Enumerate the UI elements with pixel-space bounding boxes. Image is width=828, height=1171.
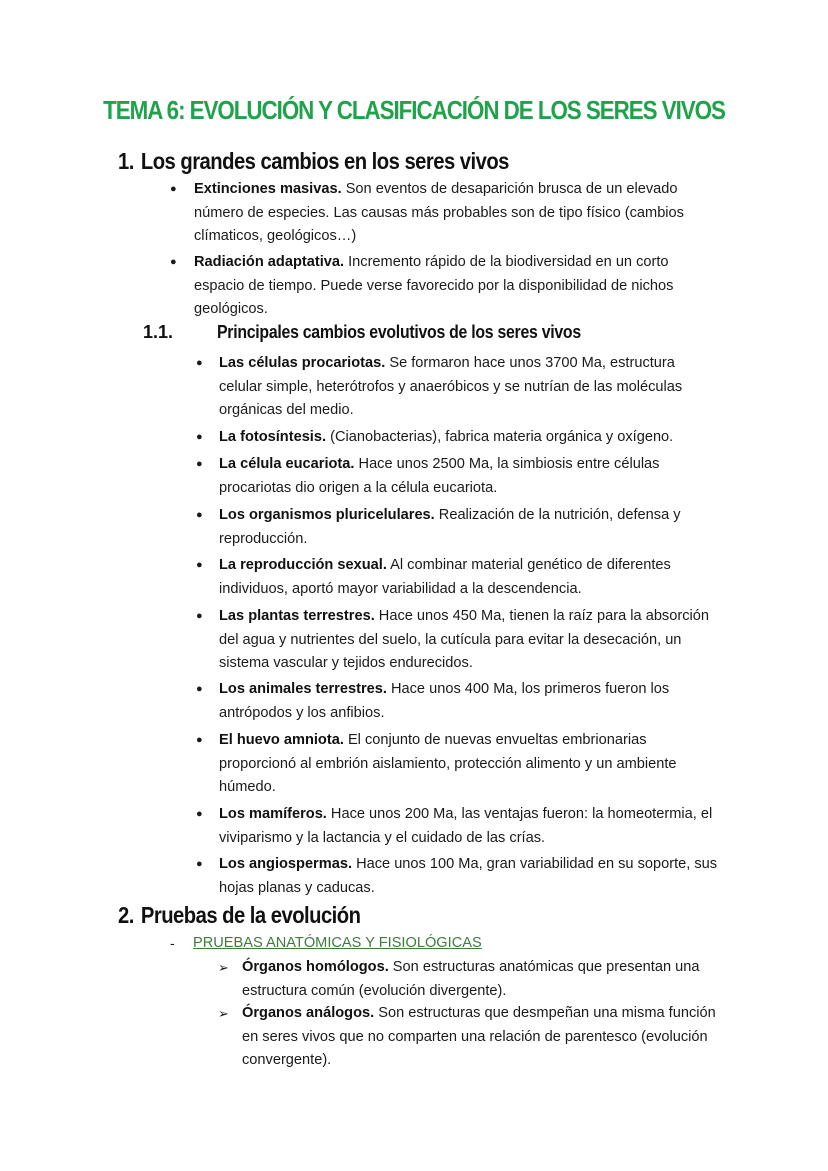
item-text: Hace unos 2500 Ma, la simbiosis entre células procariotas dio origen a la célula eucariota. [219,456,660,496]
item-term: Los angiospermas. [219,856,353,872]
bullet-icon: ● [196,357,203,369]
item-term: Los animales terrestres. [219,681,387,697]
item-text: Incremento rápido de la biodiversidad en un corto espacio de tiempo. Puede verse favorecido por la disponibilidad de nichos geológicos. [194,254,674,317]
item-text: Al combinar material genético de diferentes individuos, aportó mayor variabilidad a la descendencia. [219,557,671,597]
item-term: Las células procariotas. [219,355,386,371]
subsection-title: Principales cambios evolutivos de los seres vivos [217,322,581,342]
page-title: TEMA 6: EVOLUCIÓN Y CLASIFICACIÓN DE LOS SERES VIVOS [103,95,725,125]
item-term: El huevo amniota. [219,732,344,748]
list-item [219,729,719,800]
list-item [219,605,719,676]
item-term: Los mamíferos. [219,806,327,822]
item-text: Se formaron hace unos 3700 Ma, estructura celular simple, heterótrofos y anaeróbicos y se nutrían de las moléculas orgánicas del medio. [219,355,683,418]
list-item [219,453,719,500]
bullet-icon: ● [196,858,203,870]
subsection-heading [143,322,631,343]
item-text: Son estructuras que desmpeñan una misma función en seres vivos que no comparten una relación de parentesco (evolución convergente). [242,1005,716,1068]
bullet-icon: ● [170,183,177,195]
bullet-icon: ● [196,734,203,746]
list-item [242,1002,722,1073]
section-1-number: 1. [118,148,134,174]
item-term: La fotosíntesis. [219,429,327,445]
list-item [242,956,722,1003]
bullet-icon: ● [196,808,203,820]
item-term: La célula eucariota. [219,456,355,472]
item-term: Extinciones masivas. [194,181,342,197]
anatomical-evidence-link[interactable]: PRUEBAS ANATÓMICAS Y FISIOLÓGICAS [193,935,482,951]
item-text: Son eventos de desaparición brusca de un elevado número de especies. Las causas más probables son de tipo físico (cambios clímaticos, geológicos…) [194,181,684,244]
list-item [219,352,719,423]
bullet-icon: ● [196,610,203,622]
item-term: Órganos homólogos. [242,959,389,975]
bullet-icon: ● [196,683,203,695]
item-term: La reproducción sexual. [219,557,387,573]
section-2-title: Pruebas de la evolución [140,902,361,928]
item-text: Hace unos 400 Ma, los primeros fueron los antrópodos y los anfibios. [219,681,670,721]
list-item [219,504,719,551]
item-text: Hace unos 200 Ma, las ventajas fueron: la homeotermia, el viviparismo y la lactancia y el cuidado de las crías. [219,806,713,846]
list-item [219,678,719,725]
section-1-heading [118,148,509,175]
arrow-bullet-icon: ➢ [218,960,229,975]
list-item [219,853,719,900]
list-item [219,803,719,850]
item-text: Son estructuras anatómicas que presentan una estructura común (evolución divergente). [242,959,700,999]
item-term: Los organismos pluricelulares. [219,507,435,523]
bullet-icon: ● [196,559,203,571]
bullet-icon: ● [196,458,203,470]
subsection-number: 1.1. [143,322,174,342]
item-text: El conjunto de nuevas envueltas embrionarias proporcionó al embrión aislamiento, protección alimento y un ambiente húmedo. [219,732,677,795]
list-item [194,251,714,322]
list-item [194,178,714,249]
item-text: Hace unos 450 Ma, tienen la raíz para la absorción del agua y nutrientes del suelo, la cutícula para evitar la desecación, un sistema vascular y tejidos endurecidos. [219,608,709,671]
bullet-icon: ● [170,256,177,268]
item-text: (Cianobacterias), fabrica materia orgánica y oxígeno. [326,429,674,445]
list-item [219,426,719,450]
item-term: Radiación adaptativa. [194,254,345,270]
arrow-bullet-icon: ➢ [218,1006,229,1021]
bullet-icon: ● [196,431,203,443]
section-1-title: Los grandes cambios en los seres vivos [140,148,509,174]
bullet-icon: ● [196,509,203,521]
section-2-heading [118,902,360,929]
item-term: Órganos análogos. [242,1005,375,1021]
item-text: Hace unos 100 Ma, gran variabilidad en su soporte, sus hojas planas y caducas. [219,856,718,896]
dash-marker: - [170,935,175,951]
item-term: Las plantas terrestres. [219,608,375,624]
item-text: Realización de la nutrición, defensa y reproducción. [219,507,681,547]
section-2-number: 2. [118,902,134,928]
list-item [219,554,719,601]
